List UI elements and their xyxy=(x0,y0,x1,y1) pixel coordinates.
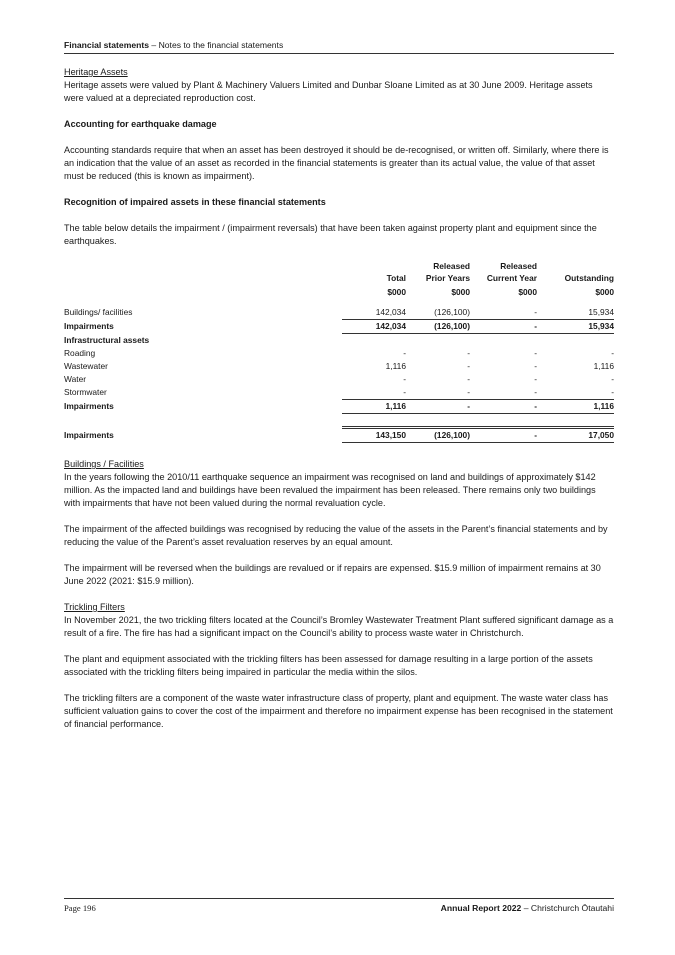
page-number: Page 196 xyxy=(64,903,96,913)
cell: - xyxy=(534,361,537,371)
col-header: Total xyxy=(386,273,406,283)
col-header: Prior Years xyxy=(425,273,470,283)
cell: - xyxy=(467,361,470,371)
table-row xyxy=(64,386,614,400)
cell: (126,100) xyxy=(406,320,470,334)
page-header xyxy=(64,40,614,54)
row-label: Water xyxy=(64,374,87,384)
page-footer xyxy=(64,898,614,913)
col-unit: $000 xyxy=(451,287,470,297)
cell: 17,050 xyxy=(537,428,614,443)
cell: (126,100) xyxy=(406,428,470,443)
buildings-p1: In the years following the 2010/11 earthquake sequence an impairment was recognised on land and buildings of approximately $142 million. As the impacted land and buildings have been revalued the impairment has been released. There remains only two buildings with impairments that have not been valued during the normal revaluation cycle. xyxy=(64,472,596,508)
col-header xyxy=(537,260,614,272)
row-label: Infrastructural assets xyxy=(64,334,150,345)
cell: - xyxy=(403,387,406,397)
table-row xyxy=(64,400,614,414)
cell: - xyxy=(470,428,537,443)
recognition-body: The table below details the impairment / (impairment reversals) that have been taken against property plant and equipment since the earthquakes. xyxy=(64,223,597,246)
table-row xyxy=(64,320,614,334)
cell: - xyxy=(470,400,537,414)
buildings-title: Buildings / Facilities xyxy=(64,459,144,469)
row-label: Buildings/ facilities xyxy=(64,307,133,318)
report-name xyxy=(441,903,614,913)
heritage-body: Heritage assets were valued by Plant & Machinery Valuers Limited and Dunbar Sloane Limited as at 30 June 2009. Heritage assets were valued at a depreciated reproduction cost. xyxy=(64,80,593,103)
earthquake-title: Accounting for earthquake damage xyxy=(64,119,217,129)
row-label: Roading xyxy=(64,348,96,358)
table-header-row-2 xyxy=(64,272,614,284)
table-header-row-3 xyxy=(64,284,614,306)
row-label: Impairments xyxy=(64,401,114,411)
table-row xyxy=(64,360,614,373)
cell: 142,034 xyxy=(375,307,406,317)
cell: - xyxy=(611,374,614,384)
cell: 1,116 xyxy=(537,400,614,414)
cell: 15,934 xyxy=(588,307,614,317)
cell: - xyxy=(406,400,470,414)
buildings-p2: The impairment of the affected buildings was recognised by reducing the value of the assets in the Parent’s financial statements and by reducing the value of the Parent’s asset revaluation reserves by an equal amount. xyxy=(64,524,608,547)
row-label: Impairments xyxy=(64,429,114,440)
row-label: Impairments xyxy=(64,321,114,331)
report-place: – Christchurch Ōtautahi xyxy=(521,903,614,913)
trickling-p1: In November 2021, the two trickling filters located at the Council’s Bromley Wastewater Treatment Plant suffered significant damage as a result of a fire. The fire has had a significant impact on the Council’s ability to process waste water in Christchurch. xyxy=(64,615,614,638)
cell: 1,116 xyxy=(593,361,614,371)
cell: (126,100) xyxy=(434,307,470,317)
col-header: Released xyxy=(500,261,537,271)
cell: - xyxy=(534,307,537,317)
cell: - xyxy=(611,387,614,397)
heritage-title: Heritage Assets xyxy=(64,67,128,77)
col-header xyxy=(342,260,406,272)
cell: - xyxy=(467,348,470,358)
cell: - xyxy=(403,348,406,358)
cell: - xyxy=(534,374,537,384)
table-row xyxy=(64,306,614,320)
col-header: Outstanding xyxy=(564,273,614,283)
row-label: Wastewater xyxy=(64,361,108,371)
intro-content xyxy=(64,66,614,248)
header-section: Financial statements xyxy=(64,40,150,50)
cell: 1,116 xyxy=(385,361,406,371)
table-row xyxy=(64,373,614,386)
row-label: Stormwater xyxy=(64,387,107,398)
cell: - xyxy=(534,387,537,397)
buildings-p3: The impairment will be reversed when the buildings are revalued or if repairs are expensed. $15.9 million of impairment remains at 30 June 2022 (2021: $15.9 million). xyxy=(64,563,601,586)
cell: 15,934 xyxy=(537,320,614,334)
trickling-p2: The plant and equipment associated with the trickling filters has been assessed for damage resulting in a large portion of the assets associated with the trickling filters being impaired in particular the media within the silos. xyxy=(64,654,593,677)
col-header: Current Year xyxy=(486,273,537,283)
col-unit: $000 xyxy=(595,287,614,297)
col-unit: $000 xyxy=(518,287,537,297)
recognition-title: Recognition of impaired assets in these financial statements xyxy=(64,197,326,207)
table-header-row-1 xyxy=(64,260,614,272)
trickling-title: Trickling Filters xyxy=(64,602,125,612)
impairment-table xyxy=(64,260,614,443)
col-unit: $000 xyxy=(387,287,406,297)
cell: - xyxy=(534,348,537,358)
cell: - xyxy=(470,320,537,334)
cell: - xyxy=(403,374,406,384)
table-row xyxy=(64,428,614,443)
table-spacer xyxy=(64,414,614,428)
table-row xyxy=(64,347,614,360)
col-header: Released xyxy=(433,261,470,271)
cell: - xyxy=(467,374,470,384)
cell: 143,150 xyxy=(342,428,406,443)
report-title: Annual Report 2022 xyxy=(440,903,522,913)
header-subtitle: – Notes to the financial statements xyxy=(149,40,284,50)
earthquake-body: Accounting standards require that when an asset has been destroyed it should be de-recognised, or written off. Similarly, where there is an indication that the value of an asset as recorded in the financial statements is greater than its actual value, the value of that asset must be reduced (this is known as impairment). xyxy=(64,145,609,181)
cell: 1,116 xyxy=(342,400,406,414)
cell: - xyxy=(467,387,470,397)
cell: - xyxy=(611,348,614,358)
trickling-p3: The trickling filters are a component of the waste water infrastructure class of property, plant and equipment. The waste water class has sufficient valuation gains to cover the cost of the impairment and therefore no impairment expense has been recognised in the statement of financial performance. xyxy=(64,693,613,729)
lower-content xyxy=(64,458,614,731)
table-row xyxy=(64,334,614,348)
cell: 142,034 xyxy=(342,320,406,334)
